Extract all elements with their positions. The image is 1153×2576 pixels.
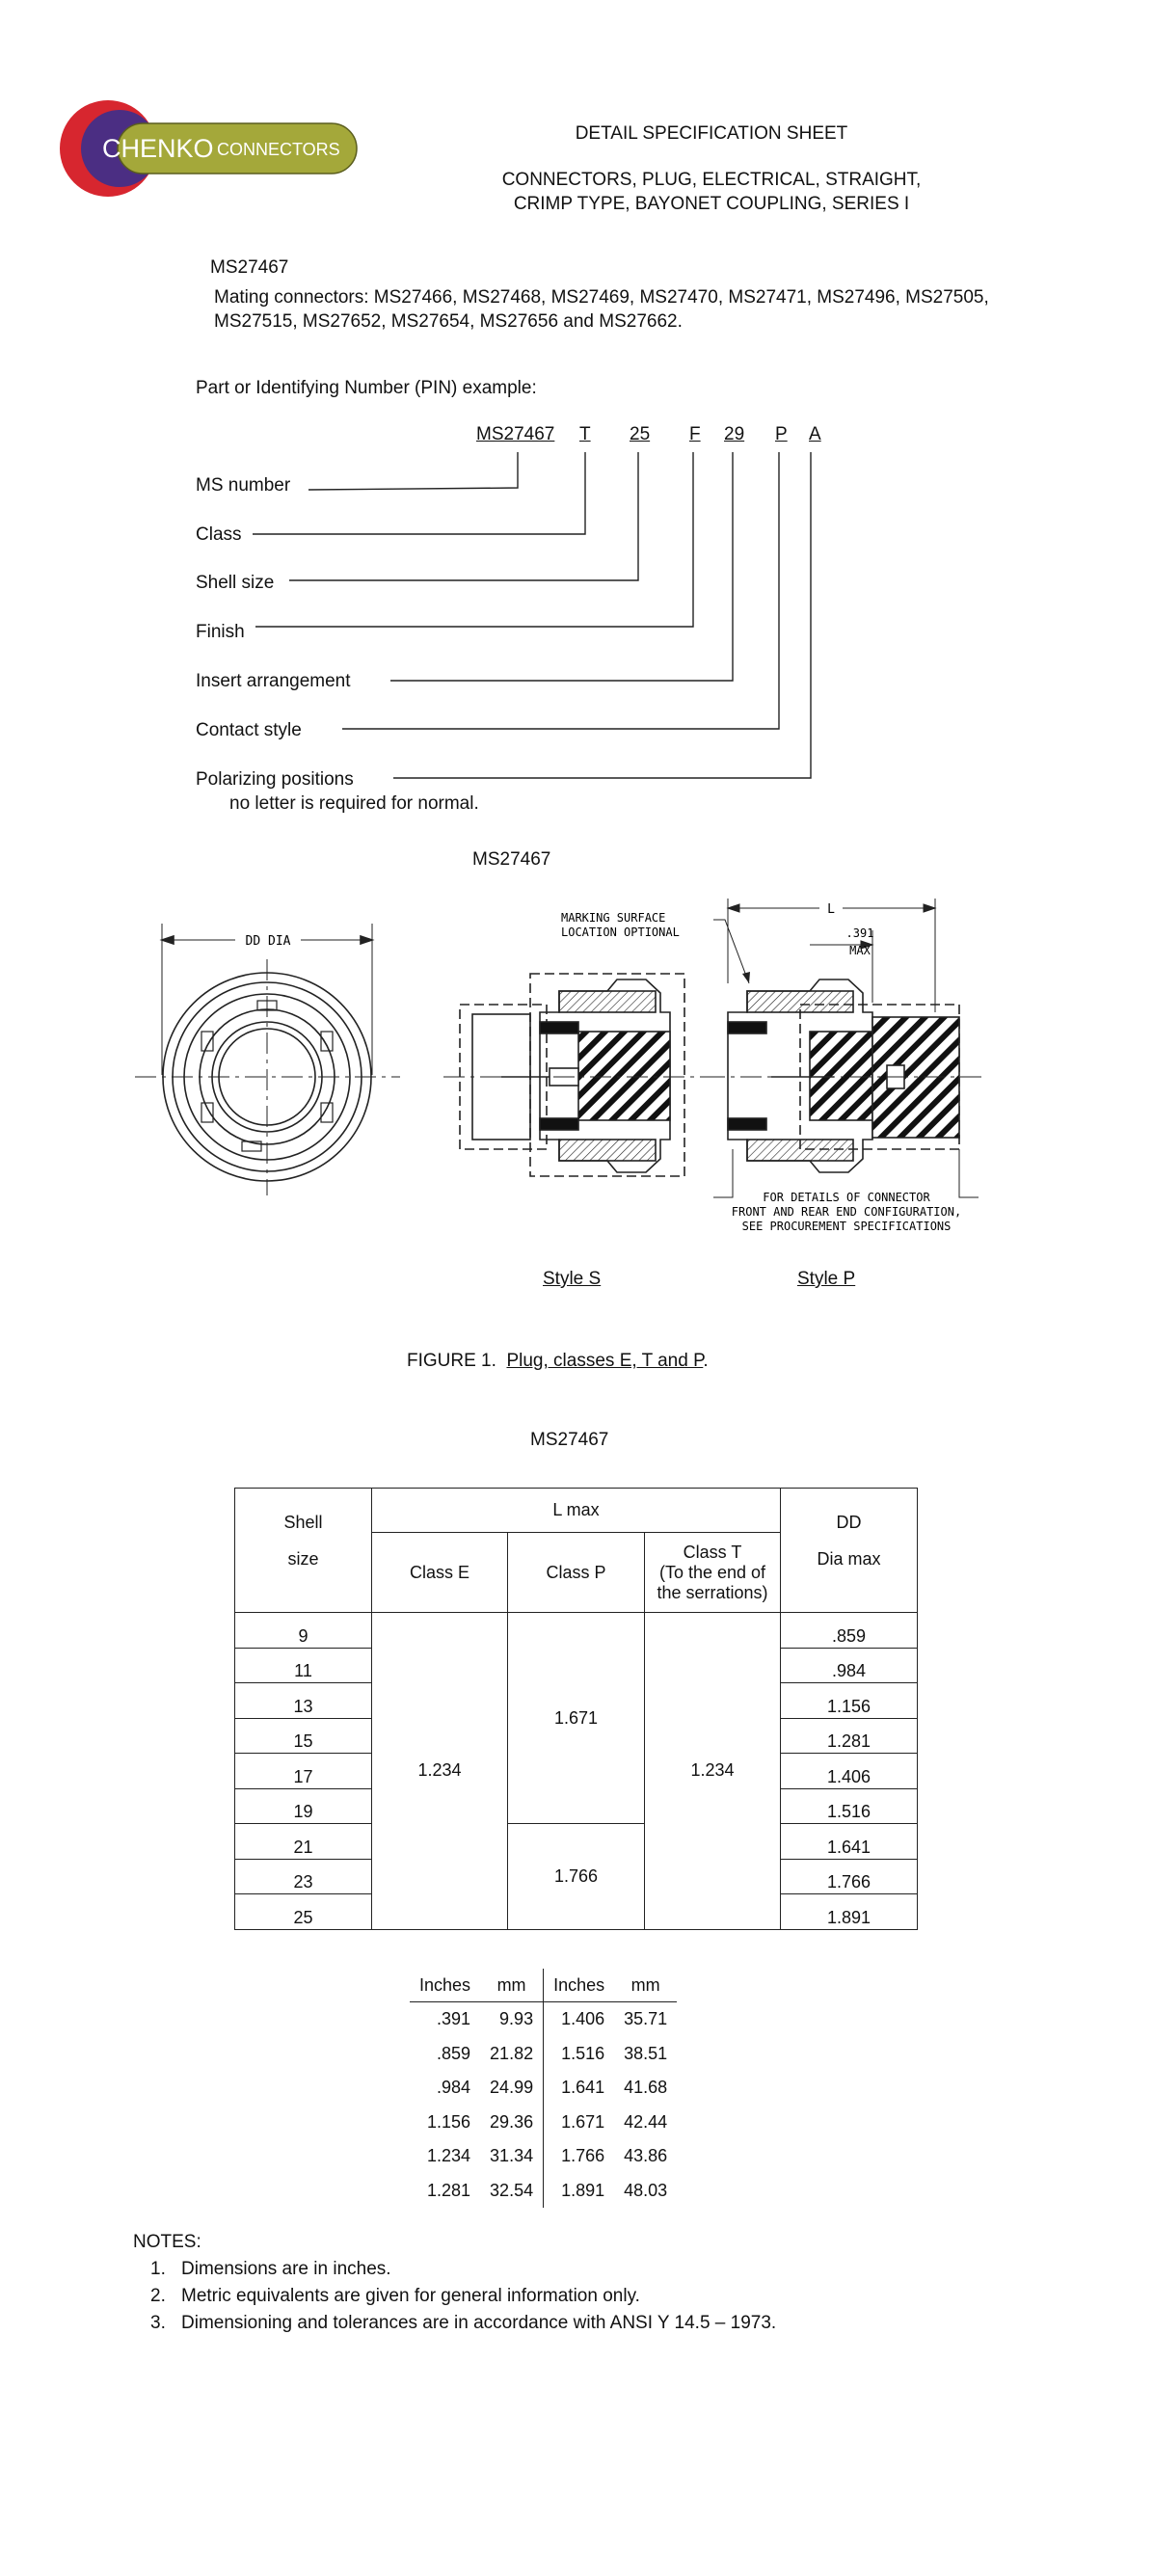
pin-part-insert: 29	[724, 424, 745, 444]
details-line3: SEE PROCUREMENT SPECIFICATIONS	[741, 1220, 952, 1233]
conv-header-mm-2: mm	[614, 1969, 677, 2002]
figure-spec-number: MS27467	[472, 849, 551, 870]
figure-caption-suffix: .	[703, 1351, 709, 1371]
header-dd-dia	[781, 1489, 918, 1613]
conv-cell: 31.34	[480, 2139, 544, 2174]
pin-label-contact-style: Contact style	[196, 720, 302, 740]
conv-cell: 1.891	[561, 2180, 605, 2200]
table-row	[235, 1613, 918, 1649]
note-text: Metric equivalents are given for general information only.	[181, 2286, 640, 2306]
pin-part-ms-number: MS27467	[476, 424, 555, 444]
note-text: Dimensions are in inches.	[181, 2259, 391, 2279]
style-s-section	[460, 974, 684, 1176]
figure-caption	[407, 1351, 709, 1372]
note-item	[150, 2313, 776, 2334]
conv-cell: 24.99	[480, 2071, 544, 2106]
notes-title: NOTES:	[133, 2232, 201, 2252]
shell-size-cell: 13	[235, 1683, 372, 1719]
header-shell: Shell	[283, 1513, 323, 1532]
conv-header-inches-2: Inches	[544, 1969, 615, 2002]
mating-line-1: Mating connectors: MS27466, MS27468, MS27469, MS27470, MS27471, MS27496, MS27505,	[214, 287, 989, 308]
conv-cell: 42.44	[624, 2111, 668, 2132]
pin-example-title: Part or Identifying Number (PIN) example:	[196, 378, 537, 398]
table-spec-number: MS27467	[530, 1430, 609, 1450]
header-class-t-3: the serrations)	[657, 1582, 768, 1602]
shell-size-cell: 11	[235, 1648, 372, 1683]
note-item	[150, 2286, 640, 2307]
dd-cell: 1.281	[781, 1718, 918, 1754]
pin-label-shell-size: Shell size	[196, 573, 275, 593]
table-row	[410, 2002, 677, 2037]
header-class-e: Class E	[372, 1533, 508, 1613]
header-class-t	[645, 1533, 781, 1613]
sheet-title-line2: CRIMP TYPE, BAYONET COUPLING, SERIES I	[513, 194, 910, 214]
conv-cell: 1.406	[561, 2009, 605, 2029]
front-view	[135, 924, 400, 1195]
conv-cell: .984	[437, 2078, 471, 2098]
dd-cell: .984	[781, 1648, 918, 1683]
table-row	[410, 2106, 677, 2140]
conv-cell: 43.86	[624, 2146, 668, 2166]
dd-cell: 1.406	[781, 1754, 918, 1789]
conv-cell: .391	[437, 2009, 471, 2029]
conv-cell: 1.516	[561, 2043, 605, 2063]
figure-caption-text: Plug, classes E, T and P	[506, 1351, 704, 1371]
table-row	[410, 2174, 677, 2209]
shell-size-cell: 17	[235, 1754, 372, 1789]
marking-surface-line1: MARKING SURFACE	[561, 911, 666, 925]
header-class-t-1: Class T	[683, 1542, 742, 1562]
dd-cell: 1.891	[781, 1894, 918, 1930]
style-s-label: Style S	[543, 1269, 602, 1289]
class-p-value-2: 1.766	[508, 1824, 645, 1930]
logo-word-connectors: CONNECTORS	[217, 140, 340, 159]
class-e-value: 1.234	[372, 1613, 508, 1930]
mating-line-2: MS27515, MS27652, MS27654, MS27656 and MS27662.	[214, 311, 683, 332]
sheet-title-line1: CONNECTORS, PLUG, ELECTRICAL, STRAIGHT,	[501, 170, 922, 190]
pin-label-insert: Insert arrangement	[196, 671, 351, 691]
dd-cell: 1.156	[781, 1683, 918, 1719]
shell-size-cell: 23	[235, 1859, 372, 1894]
table-row	[410, 2037, 677, 2072]
conv-cell: 35.71	[624, 2009, 668, 2029]
header-shell-size	[235, 1489, 372, 1613]
shell-size-cell: 19	[235, 1788, 372, 1824]
pin-label-ms-number: MS number	[196, 475, 291, 496]
dd-cell: 1.766	[781, 1859, 918, 1894]
marking-surface-line2: LOCATION OPTIONAL	[561, 926, 680, 939]
logo-word-chenko: CHENKO	[102, 134, 214, 163]
conv-cell: .859	[437, 2043, 471, 2063]
shell-size-cell: 15	[235, 1718, 372, 1754]
header-dd: DD	[836, 1513, 862, 1532]
note-text: Dimensioning and tolerances are in accordance with ANSI Y 14.5 – 1973.	[181, 2313, 777, 2333]
table-row	[410, 2071, 677, 2106]
conv-cell: 48.03	[624, 2180, 668, 2200]
header-dia-max: Dia max	[817, 1549, 881, 1569]
class-p-value-1: 1.671	[508, 1613, 645, 1824]
conv-cell: 1.766	[561, 2146, 605, 2166]
conv-cell: 38.51	[624, 2043, 668, 2063]
conv-cell: 1.281	[427, 2180, 471, 2200]
style-p-section	[728, 979, 959, 1172]
shell-size-cell: 9	[235, 1613, 372, 1649]
shell-size-cell: 25	[235, 1894, 372, 1930]
pin-part-contact-style: P	[775, 424, 788, 444]
conv-cell: 32.54	[480, 2174, 544, 2209]
class-t-value: 1.234	[645, 1613, 781, 1930]
pin-label-polarizing: Polarizing positions	[196, 769, 354, 790]
pin-polarizing-note: no letter is required for normal.	[229, 793, 479, 814]
pin-leader-lines	[0, 0, 1153, 868]
table-row	[235, 1824, 918, 1860]
header-size: size	[287, 1549, 319, 1569]
conversion-table	[410, 1969, 677, 2208]
conv-cell: 21.82	[480, 2037, 544, 2072]
note-number: 3.	[150, 2313, 166, 2333]
note-number: 2.	[150, 2286, 166, 2306]
header-class-p: Class P	[508, 1533, 645, 1613]
conv-cell: 1.234	[427, 2146, 471, 2166]
dd-cell: 1.516	[781, 1788, 918, 1824]
spec-number: MS27467	[210, 257, 289, 278]
dd-dia-label: DD DIA	[245, 934, 291, 949]
l-dimension-label: L	[827, 902, 835, 917]
max-dimension-value: .391	[845, 926, 874, 940]
shell-size-cell: 21	[235, 1824, 372, 1860]
pin-label-class: Class	[196, 524, 242, 545]
pin-part-polarizing: A	[809, 424, 821, 444]
connector-drawing	[135, 887, 1003, 1253]
dimension-table	[234, 1488, 918, 1930]
conv-cell: 29.36	[480, 2106, 544, 2140]
pin-part-class: T	[579, 424, 591, 444]
figure-caption-prefix: FIGURE 1.	[407, 1351, 496, 1371]
details-line2: FRONT AND REAR END CONFIGURATION,	[731, 1205, 962, 1219]
note-item	[150, 2259, 391, 2280]
conv-header-mm-1: mm	[480, 1969, 544, 2002]
dd-cell: .859	[781, 1613, 918, 1649]
style-p-label: Style P	[797, 1269, 856, 1289]
pin-part-shell-size: 25	[630, 424, 651, 444]
dd-cell: 1.641	[781, 1824, 918, 1860]
header-class-t-2: (To the end of	[658, 1562, 766, 1582]
pin-part-finish: F	[689, 424, 701, 444]
conv-cell: 1.641	[561, 2078, 605, 2098]
conv-cell: 1.671	[561, 2111, 605, 2132]
conv-cell: 41.68	[624, 2078, 668, 2098]
sheet-type-title: DETAIL SPECIFICATION SHEET	[575, 123, 848, 144]
conv-header-inches-1: Inches	[410, 1969, 480, 2002]
table-row	[410, 2139, 677, 2174]
conv-cell: 1.156	[427, 2111, 471, 2132]
header-l-max: L max	[372, 1489, 781, 1533]
details-line1: FOR DETAILS OF CONNECTOR	[763, 1191, 930, 1204]
note-number: 1.	[150, 2259, 166, 2279]
conv-cell: 9.93	[480, 2002, 544, 2037]
pin-label-finish: Finish	[196, 622, 245, 642]
max-dimension-label: MAX	[849, 944, 871, 957]
